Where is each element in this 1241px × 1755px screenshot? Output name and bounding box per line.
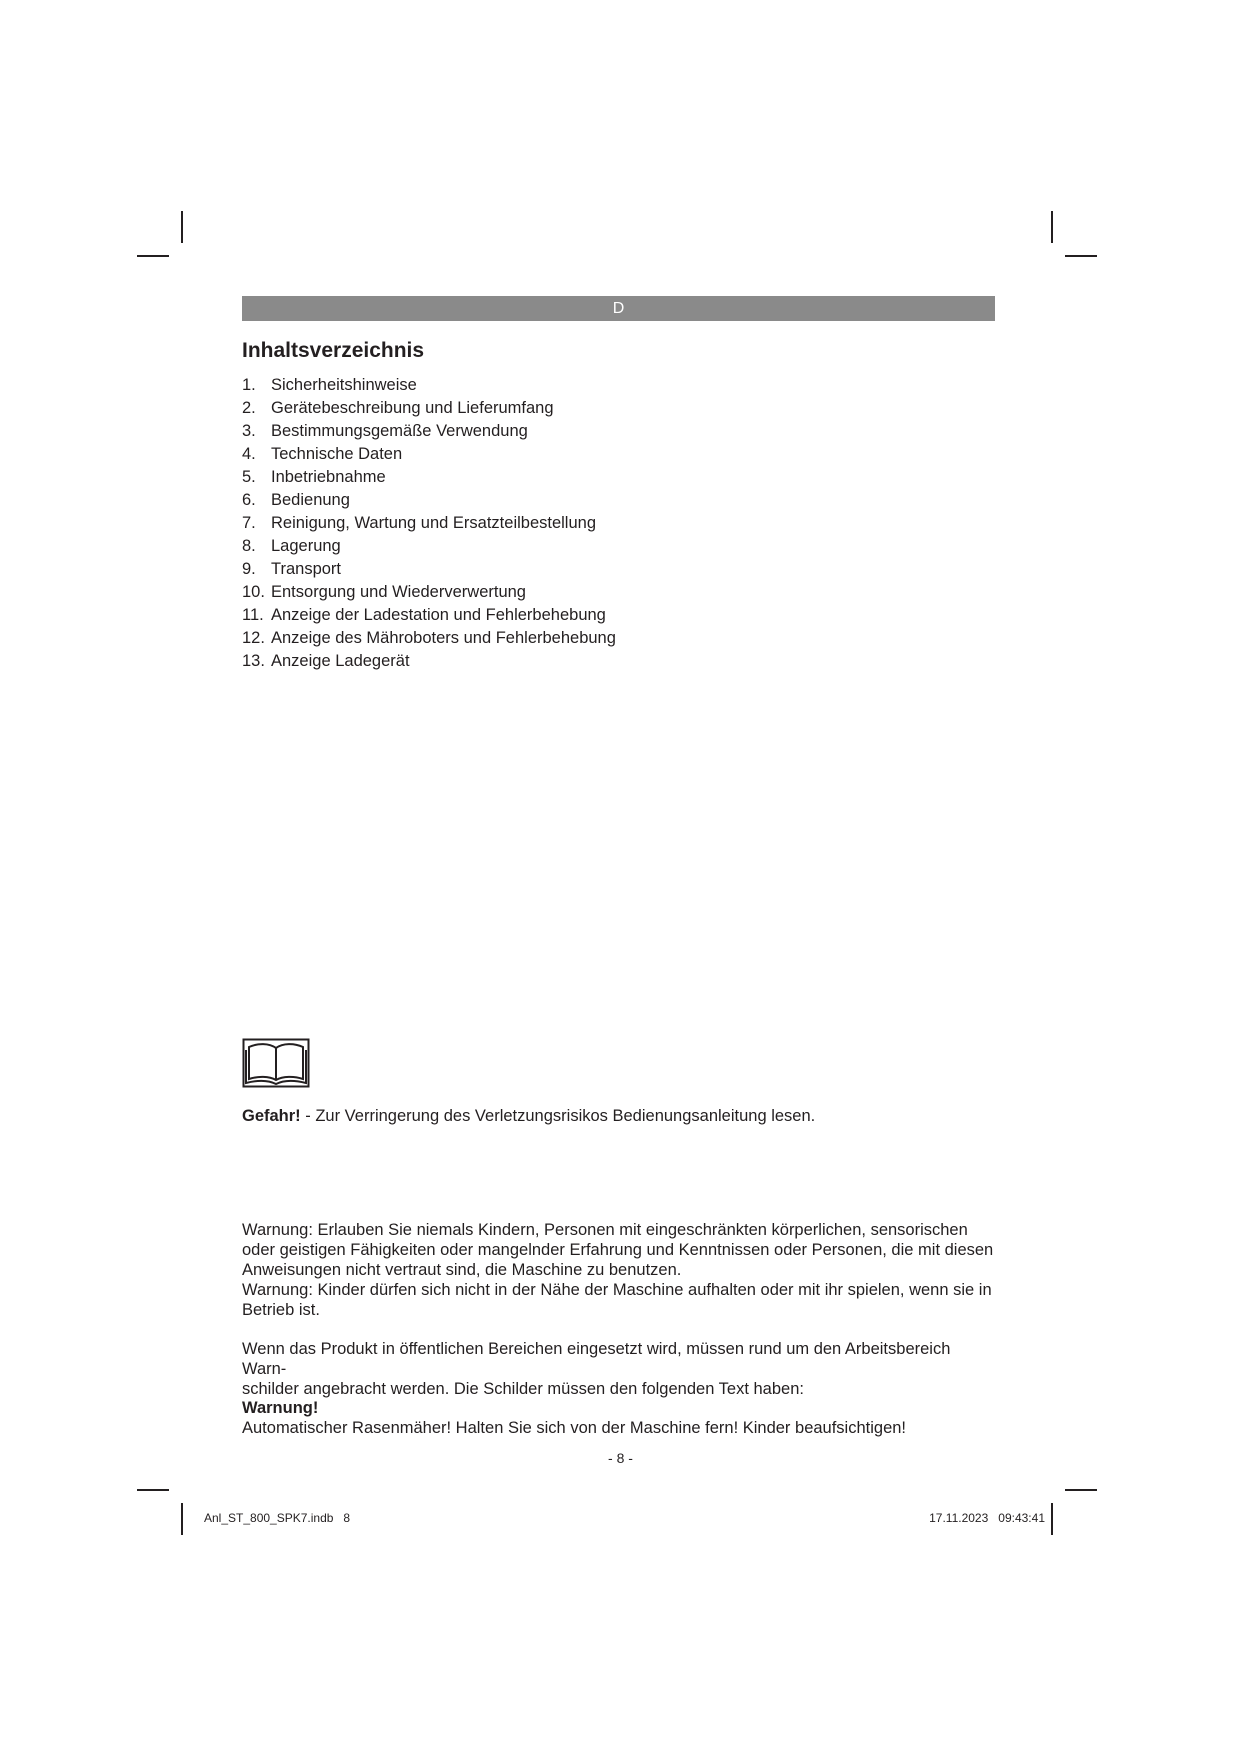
- toc-item-label: Bestimmungsgemäße Verwendung: [271, 422, 528, 440]
- page-number: - 8 -: [608, 1450, 633, 1466]
- toc-item-label: Anzeige des Mähroboters und Fehlerbehebung: [271, 629, 616, 647]
- read-manual-icon: [242, 1038, 310, 1088]
- language-label: D: [612, 300, 625, 317]
- crop-mark-bottom-left: [181, 1503, 183, 1535]
- toc-item: [242, 489, 616, 512]
- footer-timestamp: 17.11.2023 09:43:41: [929, 1511, 1045, 1525]
- toc-item: [242, 420, 616, 443]
- toc-item-number: 4.: [242, 445, 256, 463]
- crop-mark-top-left: [137, 255, 169, 257]
- toc-item: [242, 512, 616, 535]
- toc-item-number: 10.: [242, 583, 265, 601]
- toc-item-label: Lagerung: [271, 537, 341, 555]
- toc-item-label: Inbetriebnahme: [271, 468, 386, 486]
- warning-line: Anweisungen nicht vertraut sind, die Maschine zu benutzen.: [242, 1261, 682, 1279]
- toc-item: [242, 466, 616, 489]
- warning-paragraph: [242, 1220, 995, 1320]
- toc-item-label: Anzeige Ladegerät: [271, 652, 410, 670]
- danger-label: Gefahr!: [242, 1107, 301, 1125]
- toc-item-label: Gerätebeschreibung und Lieferumfang: [271, 399, 554, 417]
- danger-note: [242, 1106, 995, 1126]
- crop-mark-bottom-right: [1065, 1489, 1097, 1491]
- toc-item-number: 2.: [242, 399, 256, 417]
- sign-title: Warnung!: [242, 1399, 319, 1417]
- toc-item-number: 9.: [242, 560, 256, 578]
- language-header-bar: [242, 296, 995, 321]
- sign-text: Automatischer Rasenmäher! Halten Sie sich von der Maschine fern! Kinder beaufsichtigen!: [242, 1419, 907, 1437]
- toc-item-number: 13.: [242, 652, 265, 670]
- public-area-paragraph: [242, 1339, 995, 1399]
- public-area-line: schilder angebracht werden. Die Schilder müssen den folgenden Text haben:: [242, 1380, 804, 1398]
- warning-line: Betrieb ist.: [242, 1301, 320, 1319]
- toc-item-number: 7.: [242, 514, 256, 532]
- toc-item-label: Bedienung: [271, 491, 350, 509]
- toc-item: [242, 627, 616, 650]
- toc-item-label: Sicherheitshinweise: [271, 376, 417, 394]
- toc-item-label: Reinigung, Wartung und Ersatzteilbestellung: [271, 514, 596, 532]
- crop-mark-bottom-left: [137, 1489, 169, 1491]
- toc-list: [242, 374, 616, 673]
- toc-item-number: 5.: [242, 468, 256, 486]
- crop-mark-bottom-right: [1051, 1503, 1053, 1535]
- toc-item-label: Entsorgung und Wiederverwertung: [271, 583, 526, 601]
- toc-item-number: 3.: [242, 422, 256, 440]
- toc-item-number: 8.: [242, 537, 256, 555]
- crop-mark-top-right: [1065, 255, 1097, 257]
- warning-line: Warnung: Kinder dürfen sich nicht in der Nähe der Maschine aufhalten oder mit ihr spielen, wenn sie in: [242, 1281, 992, 1299]
- toc-item-number: 11.: [242, 606, 264, 624]
- toc-item-number: 6.: [242, 491, 256, 509]
- toc-item: [242, 604, 616, 627]
- warning-line: Warnung: Erlauben Sie niemals Kindern, Personen mit eingeschränkten körperlichen, sensorischen: [242, 1221, 968, 1239]
- toc-item: [242, 558, 616, 581]
- toc-item-label: Technische Daten: [271, 445, 403, 463]
- toc-item: [242, 535, 616, 558]
- toc-item-label: Transport: [271, 560, 341, 578]
- toc-item-number: 12.: [242, 629, 265, 647]
- toc-item-number: 1.: [242, 376, 256, 394]
- toc-item: [242, 443, 616, 466]
- public-area-line: Wenn das Produkt in öffentlichen Bereichen eingesetzt wird, müssen rund um den Arbeitsbereich Warn-: [242, 1340, 951, 1378]
- toc-title: Inhaltsverzeichnis: [242, 339, 425, 362]
- warning-line: oder geistigen Fähigkeiten oder mangelnder Erfahrung und Kenntnissen oder Personen, die mit diesen: [242, 1241, 994, 1259]
- toc-item: [242, 374, 616, 397]
- toc-item: [242, 397, 616, 420]
- footer-file-name: Anl_ST_800_SPK7.indb 8: [204, 1511, 351, 1525]
- toc-item: [242, 581, 616, 604]
- toc-item-label: Anzeige der Ladestation und Fehlerbehebung: [271, 606, 606, 624]
- crop-mark-top-left: [181, 211, 183, 243]
- toc-item: [242, 650, 616, 673]
- danger-text: - Zur Verringerung des Verletzungsrisikos Bedienungsanleitung lesen.: [300, 1107, 816, 1125]
- crop-mark-top-right: [1051, 211, 1053, 243]
